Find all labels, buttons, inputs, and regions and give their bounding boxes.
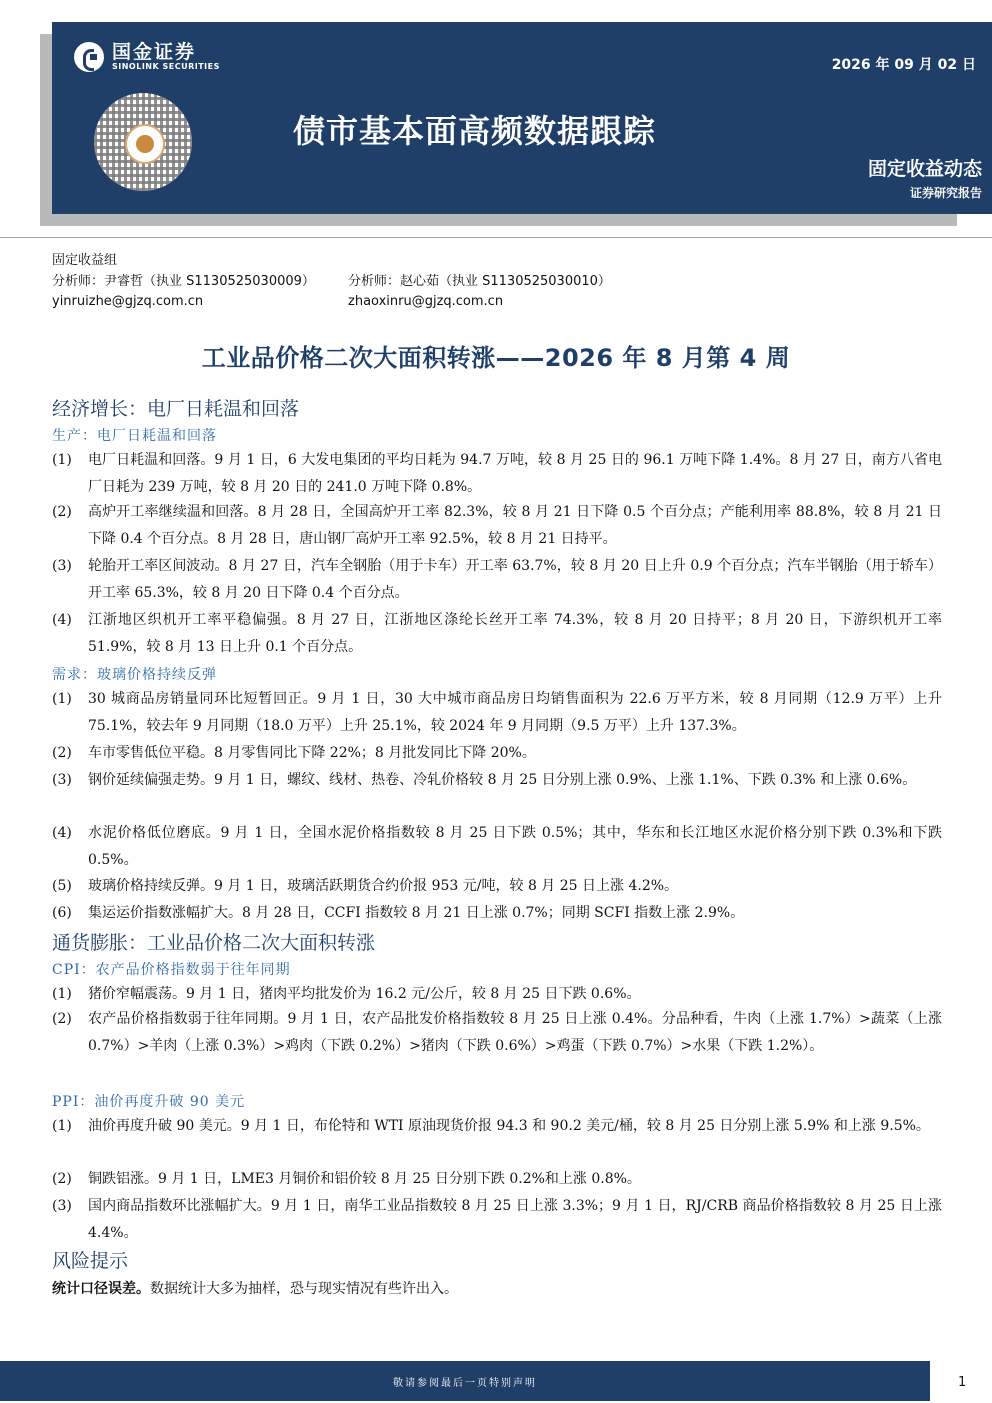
list-item: (2) 车市零售低位平稳。8 月零售同比下降 22%；8 月批发同比下降 20%。 (52, 745, 536, 761)
subheading-cpi: CPI：农产品价格指数弱于往年同期 (52, 962, 291, 978)
list-item: (1) 电厂日耗温和回落。9 月 1 日，6 大发电集团的平均日耗为 94.7 万吨，较 8 月 25 日的 96.1 万吨下降 1.4%。8 月 27 日，南方八省电厂日耗为 239 万吨，较 8 月 20 日的 241.0 万吨下降 0.8%。 (52, 452, 942, 495)
list-item: (2) 高炉开工率继续温和回落。8 月 28 日，全国高炉开工率 82.3%，较 8 月 21 日下降 0.5 个百分点；产能利用率 88.8%，较 8 月 21 日下降 0.4 个百分点。8 月 28 日，唐山钢厂高炉开工率 92.5%，较 8 月 21 日持平。 (52, 504, 942, 547)
list-item: (5) 玻璃价格持续反弹。9 月 1 日，玻璃活跃期货合约价报 953 元/吨，较 8 月 25 日上涨 4.2%。 (52, 878, 679, 894)
risk-note (52, 1278, 458, 1298)
report-type: 固定收益动态 (867, 158, 982, 180)
risk-label: 统计口径误差。 (52, 1281, 150, 1297)
list-item: (1) 30 城商品房销量同环比短暂回正。9 月 1 日，30 大中城市商品房日均销售面积为 22.6 万平方米，较 8 月同期（12.9 万平）上升 75.1%，较去年 9 月同期（18.0 万平）上升 25.1%，较 2024 年 9 月同期（9.5 万平）上升 137.3%。 (52, 691, 942, 734)
list-item: (1) 油价再度升破 90 美元。9 月 1 日，布伦特和 WTI 原油现货价报 94.3 和 90.2 美元/桶，较 8 月 25 日分别上涨 5.9% 和上涨 9.5%。 (52, 1118, 930, 1134)
section-heading-growth: 经济增长：电厂日耗温和回落 (52, 398, 300, 420)
list-item: (6) 集运运价指数涨幅扩大。8 月 28 日，CCFI 指数较 8 月 21 日上涨 0.7%；同期 SCFI 指数上涨 2.9%。 (52, 905, 745, 921)
list-item: (3) 钢价延续偏强走势。9 月 1 日，螺纹、线材、热卷、冷轧价格较 8 月 25 日分别上涨 0.9%、上涨 1.1%、下跌 0.3% 和上涨 0.6%。 (52, 772, 917, 788)
list-item: (3) 轮胎开工率区间波动。8 月 27 日，汽车全钢胎（用于卡车）开工率 63.7%，较 8 月 20 日上升 0.9 个百分点；汽车半钢胎（用于轿车）开工率 65.3%，较 8 月 20 日下降 0.4 个百分点。 (52, 558, 942, 601)
qr-code (94, 93, 192, 191)
analyst-1: 分析师：尹睿哲（执业 S1130525030009） (52, 274, 315, 289)
logo-icon (74, 42, 104, 72)
report-title: 工业品价格二次大面积转涨——2026 年 8 月第 4 周 (201, 344, 791, 372)
subheading-production: 生产：电厂日耗温和回落 (52, 428, 217, 444)
list-item: (2) 农产品价格指数弱于往年同期。9 月 1 日，农产品批发价格指数较 8 月 25 日上涨 0.4%。分品种看，牛肉（上涨 1.7%）>蔬菜（上涨 0.7%）>羊肉（上涨 0.3%）>鸡肉（下跌 0.2%）>猪肉（下跌 0.6%）>鸡蛋（下跌 0.7%）>水果（下跌 1.2%）。 (52, 1011, 942, 1054)
list-item: (3) 国内商品指数环比涨幅扩大。9 月 1 日，南华工业品指数较 8 月 25 日上涨 3.3%；9 月 1 日，RJ/CRB 商品价格指数较 8 月 25 日上涨 4.4%。 (52, 1198, 942, 1241)
brand-name-en: SINOLINK SECURITIES (112, 62, 220, 71)
subheading-demand: 需求：玻璃价格持续反弹 (52, 667, 217, 683)
research-group: 固定收益组 (52, 253, 118, 268)
analyst-2-email[interactable]: zhaoxinru@gjzq.com.cn (348, 294, 504, 309)
subheading-ppi: PPI：油价再度升破 90 美元 (52, 1094, 246, 1110)
list-item: (4) 水泥价格低位磨底。9 月 1 日，全国水泥价格指数较 8 月 25 日下跌 0.5%；其中，华东和长江地区水泥价格分别下跌 0.3%和下跌 0.5%。 (52, 825, 942, 868)
list-item: (1) 猪价窄幅震荡。9 月 1 日，猪肉平均批发价为 16.2 元/公斤，较 8 月 25 日下跌 0.6%。 (52, 986, 641, 1002)
section-heading-inflation: 通货膨胀：工业品价格二次大面积转涨 (52, 932, 376, 954)
risk-text: 数据统计大多为抽样，恐与现实情况有些许出入。 (150, 1281, 458, 1297)
banner-title: 债市基本面高频数据跟踪 (293, 112, 657, 150)
analyst-2: 分析师：赵心茹（执业 S1130525030010） (348, 274, 611, 289)
brand-logo (74, 42, 220, 72)
list-item: (4) 江浙地区织机开工率平稳偏强。8 月 27 日，江浙地区涤纶长丝开工率 74.3%，较 8 月 20 日持平；8 月 20 日，下游织机开工率 51.9%，较 8 月 13 日上升 0.1 个百分点。 (52, 612, 942, 655)
report-date: 2026 年 09 月 02 日 (831, 57, 976, 73)
report-category: 证券研究报告 (909, 186, 982, 200)
brand-name-cn: 国金证券 (112, 41, 197, 63)
section-heading-risk: 风险提示 (52, 1250, 129, 1272)
footer-band (0, 1361, 930, 1401)
page-number: 1 (958, 1375, 967, 1390)
divider (0, 237, 992, 238)
list-item: (2) 铜跌铝涨。9 月 1 日，LME3 月铜价和铝价较 8 月 25 日分别下跌 0.2%和上涨 0.8%。 (52, 1171, 641, 1187)
disclaimer-notice: 敬请参阅最后一页特别声明 (393, 1378, 537, 1389)
analyst-1-email[interactable]: yinruizhe@gjzq.com.cn (52, 294, 204, 309)
